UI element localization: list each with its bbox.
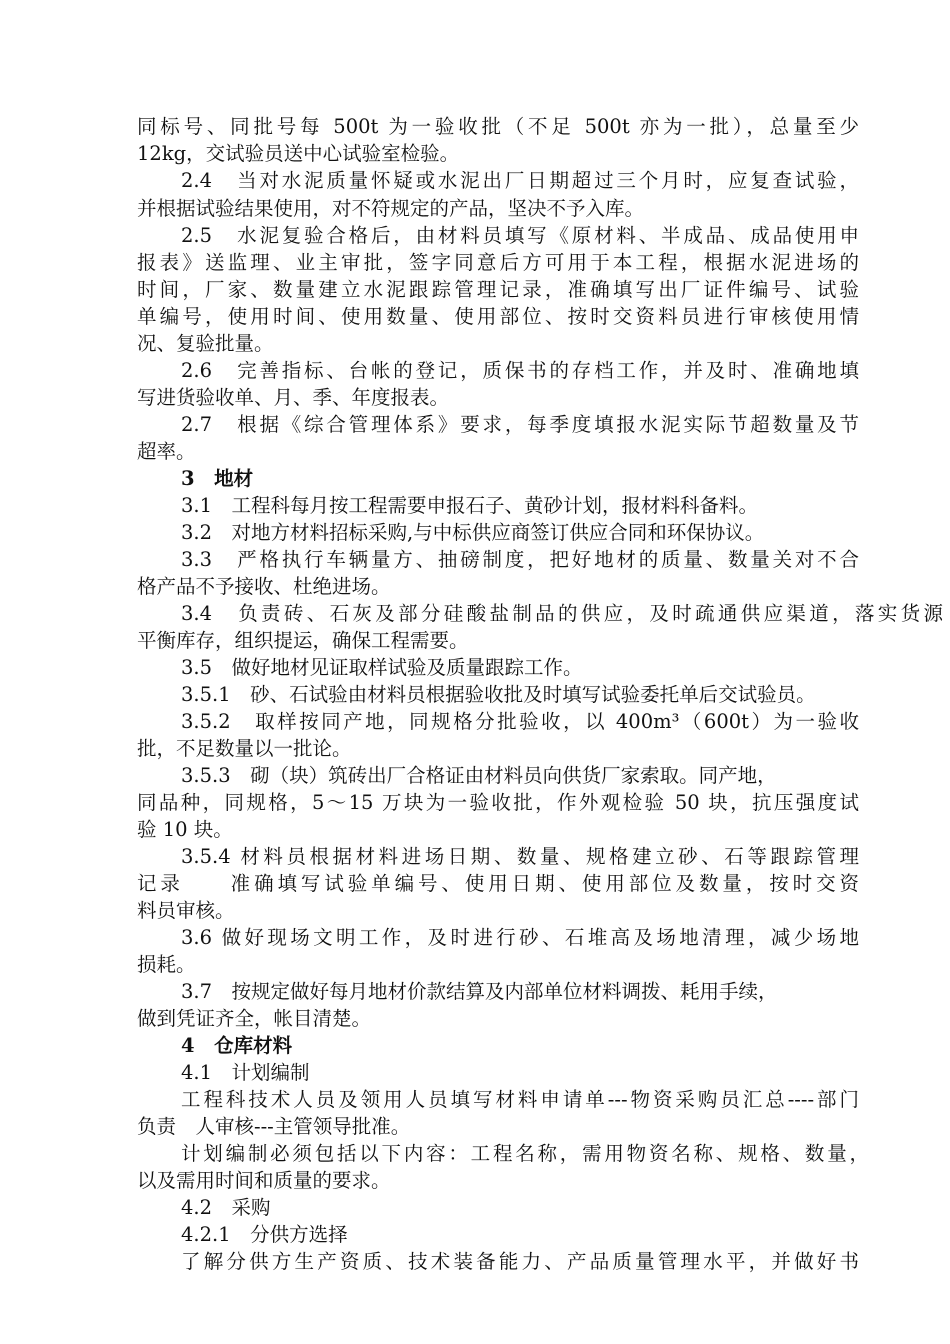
text-line: 以及需用时间和质量的要求。 xyxy=(137,1169,391,1192)
text-line: 4.2.1 分供方选择 xyxy=(181,1223,348,1246)
text-line: 超率。 xyxy=(137,440,196,463)
text-line: 2.5 水泥复验合格后，由材料员填写《原材料、半成品、成品使用申 xyxy=(181,224,859,247)
text-line: 时间，厂家、数量建立水泥跟踪管理记录，准确填写出厂证件编号、试验 xyxy=(137,278,859,301)
text-line: 3.3 严格执行车辆量方、抽磅制度，把好地材的质量、数量关对不合 xyxy=(181,548,859,571)
text-line: 3.7 按规定做好每月地材价款结算及内部单位材料调拨、耗用手续， xyxy=(181,980,778,1003)
text-line: 4.2 采购 xyxy=(181,1196,271,1219)
text-line: 3.1 工程科每月按工程需要申报石子、黄砂计划，报材料科备料。 xyxy=(181,494,759,517)
text-line: 2.4 当对水泥质量怀疑或水泥出厂日期超过三个月时，应复查试验， xyxy=(181,169,859,192)
text-line: 况、复验批量。 xyxy=(137,332,274,355)
text-line: 3.5.1 砂、石试验由材料员根据验收批及时填写试验委托单后交试验员。 xyxy=(181,683,816,706)
text-line: 做到凭证齐全，帐目清楚。 xyxy=(137,1007,372,1030)
text-line: 并根据试验结果使用，对不符规定的产品，坚决不予入库。 xyxy=(137,197,645,220)
text-line: 平衡库存，组织提运，确保工程需要。 xyxy=(137,629,469,652)
text-line: 3.2 对地方材料招标采购,与中标供应商签订供应合同和环保协议。 xyxy=(181,521,765,544)
text-line: 同标号、同批号每 500t 为一验收批（不足 500t 亦为一批），总量至少 xyxy=(137,115,859,138)
text-line: 同品种，同规格，5～15 万块为一验收批，作外观检验 50 块，抗压强度试 xyxy=(137,791,859,814)
text-line: 3.4 负责砖、石灰及部分硅酸盐制品的供应，及时疏通供应渠道，落实货源 xyxy=(181,602,943,625)
text-line: 计划编制必须包括以下内容：工程名称，需用物资名称、规格、数量， xyxy=(181,1142,869,1165)
text-line: 3.5 做好地材见证取样试验及质量跟踪工作。 xyxy=(181,656,583,679)
text-line: 记录 准确填写试验单编号、使用日期、使用部位及数量，按时交资 xyxy=(137,872,859,895)
text-line: 12kg，交试验员送中心试验室检验。 xyxy=(137,142,460,165)
text-line: 2.6 完善指标、台帐的登记，质保书的存档工作，并及时、准确地填 xyxy=(181,359,859,382)
text-line: 格产品不予接收、杜绝进场。 xyxy=(137,575,391,598)
text-line: 负责 人审核---主管领导批准。 xyxy=(137,1115,411,1138)
text-line: 3.5.3 砌（块）筑砖出厂合格证由材料员向供货厂家索取。同产地， xyxy=(181,764,777,787)
text-line: 2.7 根据《综合管理体系》要求，每季度填报水泥实际节超数量及节 xyxy=(181,413,859,436)
text-line: 料员审核。 xyxy=(137,899,235,922)
text-line: 验 10 块。 xyxy=(137,818,233,841)
text-line: 写进货验收单、月、季、年度报表。 xyxy=(137,386,450,409)
text-line: 了解分供方生产资质、技术装备能力、产品质量管理水平，并做好书 xyxy=(181,1250,859,1273)
text-line: 3.5.2 取样按同产地，同规格分批验收，以 400m³（600t）为一验收 xyxy=(181,710,859,733)
section-heading: 4 仓库材料 xyxy=(181,1034,293,1057)
text-line: 批，不足数量以一批论。 xyxy=(137,737,352,760)
section-heading: 3 地材 xyxy=(181,467,254,490)
text-line: 4.1 计划编制 xyxy=(181,1061,310,1084)
text-line: 工程科技术人员及领用人员填写材料申请单---物资采购员汇总----部门 xyxy=(181,1088,859,1111)
text-line: 3.5.4 材料员根据材料进场日期、数量、规格建立砂、石等跟踪管理 xyxy=(181,845,859,868)
text-line: 报表》送监理、业主审批，签字同意后方可用于本工程，根据水泥进场的 xyxy=(137,251,859,274)
text-line: 单编号，使用时间、使用数量、使用部位、按时交资料员进行审核使用情 xyxy=(137,305,859,328)
text-line: 损耗。 xyxy=(137,953,196,976)
text-line: 3.6 做好现场文明工作，及时进行砂、石堆高及场地清理，减少场地 xyxy=(181,926,859,949)
